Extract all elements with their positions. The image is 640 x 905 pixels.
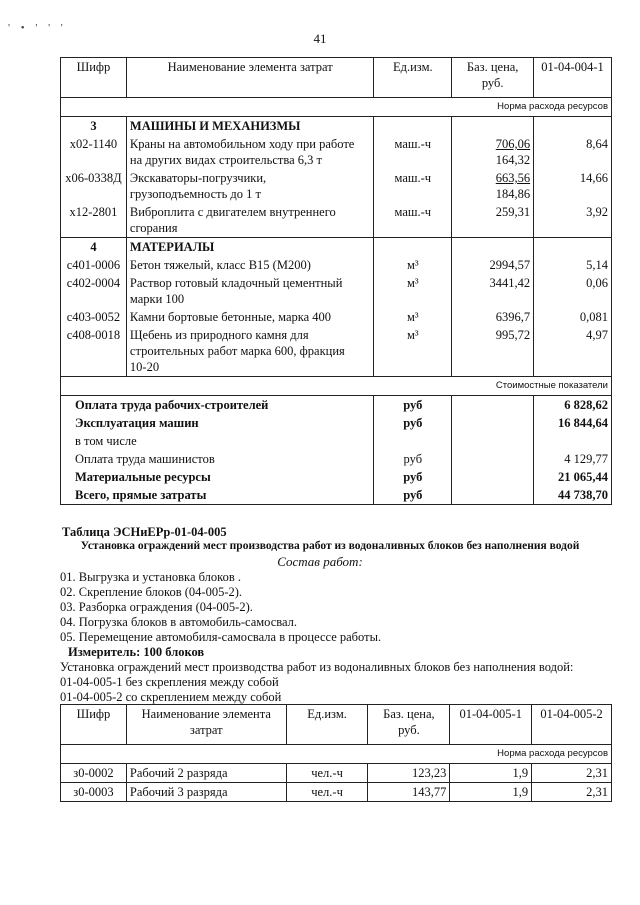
resource-table-01-04-005 [60,704,612,802]
section-number: 4 [61,238,127,257]
measure: Измеритель: 100 блоков [68,645,205,659]
table-row [61,764,612,783]
section-title: МАТЕРИАЛЫ [126,238,373,257]
step-item: 01. Выгрузка и установка блоков . [60,570,241,584]
variant-item: 01-04-005-1 без скрепления между собой [60,675,279,689]
description: Установка ограждений мест производства работ из водоналивных блоков без наполнения водой: [60,660,574,674]
header-col1: 01-04-005-1 [450,705,532,745]
total-unit: руб [374,414,452,432]
row-price: 706,06 164,32 [452,135,534,169]
total-name: Оплата труда рабочих-строителей [61,396,374,415]
step-item: 04. Погрузка блоков в автомобиль-самосвал. [60,615,298,629]
header-code: Шифр [61,705,127,745]
row-unit: маш.-ч [374,135,452,169]
row-price: 2994,57 [452,256,534,274]
step-item: 03. Разборка ограждения (04-005-2). [60,600,253,614]
row-value-2: 2,31 [532,783,612,802]
header-price: Баз. цена, руб. [452,58,534,98]
row-code: з0-0002 [61,764,127,783]
row-code: х06-0338Д [61,169,127,203]
page-number: 41 [313,31,327,46]
work-steps [60,570,620,705]
row-code: с401-0006 [61,256,127,274]
total-unit: руб [374,450,452,468]
header-col2: 01-04-005-2 [532,705,612,745]
row-name: Краны на автомобильном ходу при работе на других видах строительства 6,3 т [126,135,373,169]
table-title: Таблица ЭСНиЕРр-01-04-005 [62,525,227,539]
row-value: 5,14 [534,256,612,274]
resource-table-01-04-004 [60,57,612,505]
table-subtitle: Установка ограждений мест производства работ из водоналивных блоков без наполнения водой [80,540,580,552]
row-price: 6396,7 [452,308,534,326]
total-name: Всего, прямые затраты [61,486,374,505]
row-code: с402-0004 [61,274,127,308]
row-unit: маш.-ч [374,169,452,203]
total-value: 4 129,77 [534,450,612,468]
total-value: 6 828,62 [534,396,612,415]
total-value: 44 738,70 [534,486,612,505]
row-name: Бетон тяжелый, класс В15 (М200) [126,256,373,274]
total-unit: руб [374,468,452,486]
row-value: 8,64 [534,135,612,169]
cost-label: Стоимостные показатели [61,377,612,396]
row-name: Экскаваторы-погрузчики, грузоподъемность до 1 т [126,169,373,203]
row-value-2: 2,31 [532,764,612,783]
total-unit: руб [374,396,452,415]
row-value: 0,06 [534,274,612,308]
row-price: 123,23 [368,764,450,783]
row-name: Рабочий 2 разряда [126,764,286,783]
step-item: 05. Перемещение автомобиля-самосвала в процессе работы. [60,630,382,644]
row-unit: м³ [374,308,452,326]
norm-label: Норма расхода ресурсов [61,98,612,117]
row-price: 995,72 [452,326,534,377]
total-name: в том числе [61,432,374,450]
row-name: Виброплита с двигателем внутреннего сгорания [126,203,373,238]
row-code: з0-0003 [61,783,127,802]
section-number: 3 [61,117,127,136]
total-value: 21 065,44 [534,468,612,486]
total-unit: руб [374,486,452,505]
row-code: с408-0018 [61,326,127,377]
row-value: 14,66 [534,169,612,203]
total-value: 16 844,64 [534,414,612,432]
row-unit: м³ [374,274,452,308]
row-name: Щебень из природного камня для строительных работ марка 600, фракция 10-20 [126,326,373,377]
step-item: 02. Скрепление блоков (04-005-2). [60,585,243,599]
row-name: Камни бортовые бетонные, марка 400 [126,308,373,326]
row-unit: м³ [374,326,452,377]
row-price: 3441,42 [452,274,534,308]
row-price: 143,77 [368,783,450,802]
row-code: х12-2801 [61,203,127,238]
row-unit: м³ [374,256,452,274]
row-price: 259,31 [452,203,534,238]
row-unit: маш.-ч [374,203,452,238]
row-price: 663,56 184,86 [452,169,534,203]
header-name: Наименование элемента затрат [126,705,286,745]
total-name: Материальные ресурсы [61,468,374,486]
section-title: МАШИНЫ И МЕХАНИЗМЫ [126,117,373,136]
variant-item: 01-04-005-2 со скреплением между собой [60,690,282,704]
total-name: Эксплуатация машин [61,414,374,432]
header-col: 01-04-004-1 [534,58,612,98]
total-name: Оплата труда машинистов [61,450,374,468]
header-unit: Ед.изм. [286,705,368,745]
composition-heading: Состав работ: [277,554,363,569]
norm-label: Норма расхода ресурсов [61,745,612,764]
header-name: Наименование элемента затрат [126,58,373,98]
row-code: х02-1140 [61,135,127,169]
row-name: Рабочий 3 разряда [126,783,286,802]
header-unit: Ед.изм. [374,58,452,98]
row-unit: чел.-ч [286,783,368,802]
row-value-1: 1,9 [450,783,532,802]
row-name: Раствор готовый кладочный цементный марки 100 [126,274,373,308]
row-code: с403-0052 [61,308,127,326]
table-row [61,783,612,802]
row-value: 0,081 [534,308,612,326]
header-price: Баз. цена, руб. [368,705,450,745]
row-unit: чел.-ч [286,764,368,783]
row-value-1: 1,9 [450,764,532,783]
scan-marks: ' • ' ' ' [8,22,67,34]
header-code: Шифр [61,58,127,98]
row-value: 3,92 [534,203,612,238]
row-value: 4,97 [534,326,612,377]
